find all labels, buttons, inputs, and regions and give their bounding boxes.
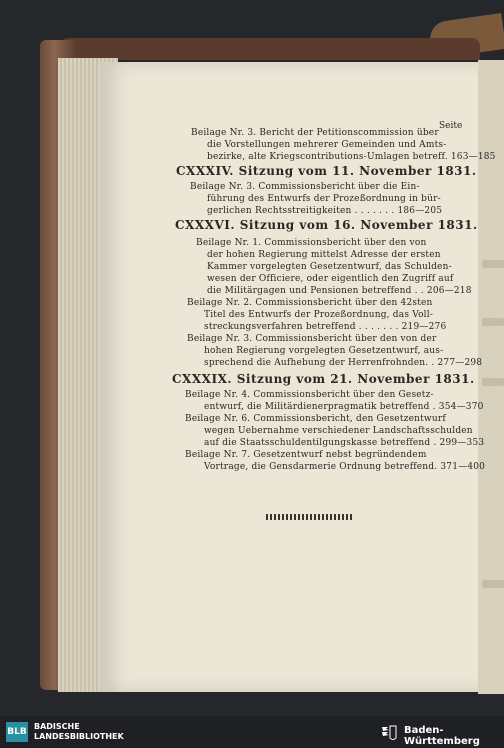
decorative-rule: [266, 514, 352, 520]
text-line: entwurf, die Militärdienerpragmatik betreffend . 354—370: [204, 402, 484, 412]
text-line: Beilage Nr. 3. Commissionsbericht über den von der: [187, 334, 437, 344]
session-heading: CXXXVI. Sitzung vom 16. November 1831.: [175, 218, 478, 232]
footer-bar: [0, 716, 504, 748]
bleed-mark: [482, 378, 504, 386]
library-name-line2: LANDESBIBLIOTHEK: [34, 732, 124, 741]
state-name: Baden-Württemberg: [404, 725, 480, 747]
text-line: hohen Regierung vorgelegten Gesetzentwurf, aus-: [204, 346, 444, 356]
text-line: sprechend die Aufhebung der Herrenfrohnden. . 277—298: [204, 358, 483, 368]
text-line: Beilage Nr. 1. Commissionsbericht über den von: [196, 238, 427, 248]
text-line: Vortrage, die Gensdarmerie Ordnung betreffend. 371—400: [204, 462, 486, 472]
bleed-mark: [482, 260, 504, 268]
page-header-label: Seite: [439, 121, 463, 131]
bleed-mark: [482, 318, 504, 326]
text-line: führung des Entwurfs der Prozeßordnung in bür-: [207, 194, 441, 204]
text-line: Beilage Nr. 3. Bericht der Petitionscommission über: [191, 128, 439, 138]
text-line: Beilage Nr. 3. Commissionsbericht über die Ein-: [190, 182, 420, 192]
text-line: bezirke, alte Kriegscontributions-Umlagen betreff. 163—185: [207, 152, 496, 162]
text-line: Titel des Entwurfs der Prozeßordnung, das Voll-: [204, 310, 434, 320]
text-line: Kammer vorgelegten Gesetzentwurf, das Schulden-: [207, 262, 452, 272]
text-line: gerlichen Rechtsstreitigkeiten . . . . . . . 186—205: [207, 206, 443, 216]
bleed-mark: [482, 580, 504, 588]
text-line: streckungsverfahren betreffend . . . . . . . 219—276: [204, 322, 447, 332]
book-cover-top: [60, 38, 480, 60]
text-line: die Militärgagen und Pensionen betreffend . . 206—218: [207, 286, 472, 296]
text-line: der hohen Regierung mittelst Adresse der ersten: [207, 250, 441, 260]
text-line: Beilage Nr. 6. Commissionsbericht, den Gesetzentwurf: [185, 414, 446, 424]
state-crest-icon: [380, 724, 398, 740]
text-line: Beilage Nr. 4. Commissionsbericht über den Gesetz-: [185, 390, 434, 400]
text-line: die Vorstellungen mehrerer Gemeinden und Amts-: [207, 140, 447, 150]
library-name: [34, 722, 124, 742]
session-heading: CXXXIV. Sitzung vom 11. November 1831.: [176, 164, 477, 178]
text-line: Beilage Nr. 2. Commissionsbericht über den 42sten: [187, 298, 433, 308]
text-line: wegen Uebernahme verschiedener Landschaftsschulden: [204, 426, 473, 436]
session-heading: CXXXIX. Sitzung vom 21. November 1831.: [172, 372, 475, 386]
text-line: Beilage Nr. 7. Gesetzentwurf nebst begründendem: [185, 450, 427, 460]
blb-logo-icon: BLB: [6, 722, 28, 742]
text-line: auf die Staatsschuldentilgungskasse betreffend . 299—353: [204, 438, 485, 448]
text-line: wesen der Officiere, oder eigentlich den Zugriff auf: [207, 274, 454, 284]
library-name-line1: BADISCHE: [34, 722, 80, 731]
